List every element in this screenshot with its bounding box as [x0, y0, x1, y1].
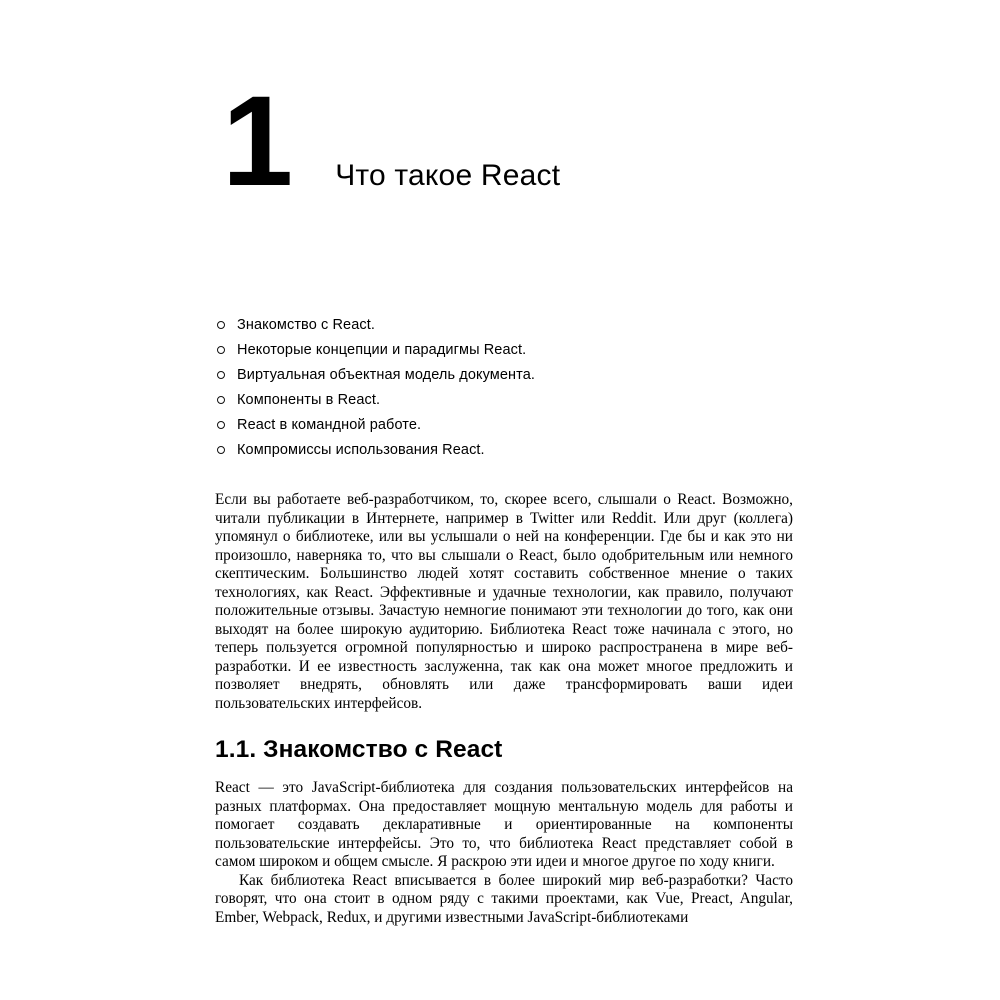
section-heading: 1.1. Знакомство с React: [215, 736, 503, 763]
intro-paragraph: Если вы работаете веб-разработчиком, то, скорее всего, слышали о React. Возможно, читали публикации в Интернете, например в Twitter или Reddit. Или друг (коллега) упомянул о библиотеке, или вы услышали о ней на конференции. Где бы и как это ни произошло, наверняка то, что вы слышали о React, было одобрительным или немного скептическим. Большинство людей хотят составить собственное мнение о таких технологиях, как React. Эффективные и удачные технологии, как правило, получают положительные отзывы. Зачастую немногие понимают эти технологии до того, как они выходят на более широкую аудиторию. Библиотека React тоже начинала с этого, но теперь пользуется огромной популярностью и широко распространена в мире веб-разработки. И ее известность заслуженна, так как она может многое предложить и позволяет внедрять, обновлять или даже трансформировать ваши идеи пользовательских интерфейсов.: [215, 491, 793, 712]
list-item: [217, 412, 793, 437]
topic-label: Компоненты в React.: [237, 391, 381, 408]
list-item: [217, 387, 793, 412]
topic-label: Виртуальная объектная модель документа.: [237, 366, 535, 383]
page-content: [215, 0, 793, 927]
chapter-topics-list: [217, 312, 793, 462]
chapter-title: Что такое React: [335, 159, 561, 192]
body-paragraph: React — это JavaScript-библиотека для создания пользовательских интерфейсов на разных платформах. Она предоставляет мощную ментальную модель для работы и помогает создавать декларативные и ориентированные на компоненты пользовательские интерфейсы. Это то, что библиотека React представляет собой в самом широком и общем смысле. Я раскрою эти идеи и многое другое по ходу книги.: [215, 779, 793, 870]
list-item: [217, 362, 793, 387]
list-item: [217, 437, 793, 462]
circle-bullet-icon: [217, 446, 225, 454]
circle-bullet-icon: [217, 396, 225, 404]
chapter-number: 1: [222, 70, 290, 213]
body-paragraph: Как библиотека React вписывается в более широкий мир веб-разработки? Часто говорят, что она стоит в одном ряду с такими проектами, как Vue, Preact, Angular, Ember, Webpack, Redux, и другими известными JavaScript-библиотеками: [215, 871, 793, 926]
topic-label: Знакомство с React.: [237, 316, 375, 333]
topic-label: React в командной работе.: [237, 416, 422, 433]
chapter-header: [222, 70, 793, 213]
list-item: [217, 312, 793, 337]
list-item: [217, 337, 793, 362]
circle-bullet-icon: [217, 321, 225, 329]
circle-bullet-icon: [217, 346, 225, 354]
topic-label: Некоторые концепции и парадигмы React.: [237, 341, 527, 358]
topic-label: Компромиссы использования React.: [237, 441, 485, 458]
circle-bullet-icon: [217, 421, 225, 429]
circle-bullet-icon: [217, 371, 225, 379]
